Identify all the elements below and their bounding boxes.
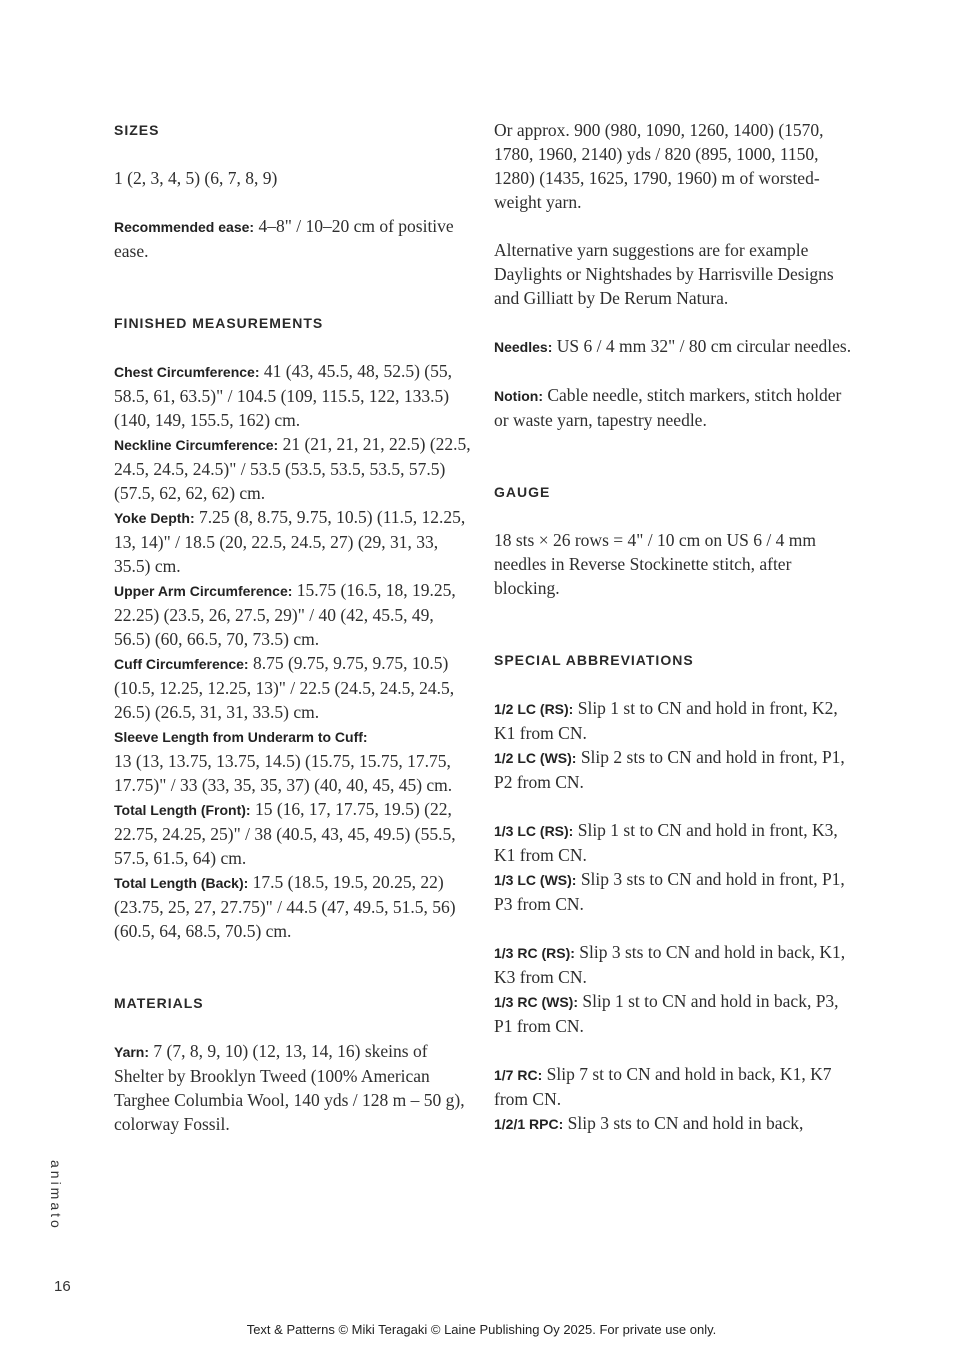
abbreviation-text: Slip 3 sts to CN and hold in back, K1, K3 from CN. — [494, 942, 846, 987]
alt-yarn-text: Alternative yarn suggestions are for example Daylights or Nightshades by Harrisville Designs and Gilliatt by De Rerum Natura. — [494, 240, 834, 308]
ease-text: 4–8" / 10–20 cm of positive ease. — [114, 216, 454, 261]
measurement-item — [114, 578, 474, 651]
measurement-label: Cuff Circumference: — [114, 656, 249, 672]
measurement-label: Sleeve Length from Underarm to Cuff: — [114, 729, 368, 745]
abbreviation-text: Slip 3 sts to CN and hold in back, — [563, 1113, 804, 1133]
measurement-label: Chest Circumference: — [114, 364, 260, 380]
notion-label: Notion: — [494, 388, 543, 404]
measurement-label: Yoke Depth: — [114, 510, 195, 526]
notion-text: Cable needle, stitch markers, stitch holder or waste yarn, tapestry needle. — [494, 385, 842, 430]
yarn-text: 7 (7, 8, 9, 10) (12, 13, 14, 16) skeins of Shelter by Brooklyn Tweed (100% American Targhee Columbia Wool, 140 yds / 128 m – 50 g), colorway Fossil. — [114, 1041, 465, 1134]
left-column — [114, 118, 474, 1136]
measurement-item — [114, 797, 474, 870]
abbreviation-item — [494, 1062, 854, 1111]
abbreviation-text: Slip 1 st to CN and hold in back, P3, P1 from CN. — [494, 991, 839, 1036]
abbreviation-label: 1/2 LC (RS): — [494, 701, 574, 717]
abbreviation-label: 1/3 LC (WS): — [494, 872, 577, 888]
measurement-text: 41 (43, 45.5, 48, 52.5) (55, 58.5, 61, 63.5)" / 104.5 (109, 115.5, 122, 133.5) (140, 149, 155.5, 162) cm. — [114, 361, 452, 430]
abbreviation-label: 1/7 RC: — [494, 1067, 543, 1083]
yarn-approx-text: Or approx. 900 (980, 1090, 1260, 1400) (1570, 1780, 1960, 2140) yds / 820 (895, 1000, 1150, 1280) (1435, 1625, 1790, 1960) m of worsted-weight yarn. — [494, 120, 824, 212]
abbreviation-item — [494, 1111, 854, 1136]
abbreviation-text: Slip 2 sts to CN and hold in front, P1, P2 from CN. — [494, 747, 845, 792]
abbreviation-text: Slip 3 sts to CN and hold in front, P1, P3 from CN. — [494, 869, 845, 914]
abbreviation-group — [494, 696, 854, 794]
gauge-heading: GAUGE — [494, 484, 551, 500]
sizes-text: 1 (2, 3, 4, 5) (6, 7, 8, 9) — [114, 168, 278, 188]
measurement-text: 7.25 (8, 8.75, 9.75, 10.5) (11.5, 12.25, 13, 14)" / 18.5 (20, 22.5, 24.5, 27) (29, 31, 33, 35.5) cm. — [114, 507, 466, 576]
measurement-label: Total Length (Back): — [114, 875, 249, 891]
measurement-item — [114, 505, 474, 578]
materials-heading: MATERIALS — [114, 995, 204, 1011]
abbreviation-text: Slip 1 st to CN and hold in front, K2, K1 from CN. — [494, 698, 838, 743]
needles-paragraph — [494, 334, 854, 359]
finished-measurements-heading: FINISHED MEASUREMENTS — [114, 315, 324, 331]
abbreviation-label: 1/3 RC (WS): — [494, 994, 578, 1010]
right-column — [494, 118, 854, 1136]
measurement-item — [114, 724, 474, 797]
gauge-text: 18 sts × 26 rows = 4" / 10 cm on US 6 / 4 mm needles in Reverse Stockinette stitch, after blocking. — [494, 530, 816, 598]
abbreviation-item — [494, 989, 854, 1038]
abbreviation-item — [494, 745, 854, 794]
abbreviation-label: 1/2/1 RPC: — [494, 1116, 564, 1132]
measurement-text: 8.75 (9.75, 9.75, 9.75, 10.5) (10.5, 12.25, 12.25, 13)" / 22.5 (24.5, 24.5, 24.5, 26.5) (26.5, 31, 31, 33.5) cm. — [114, 653, 455, 722]
abbreviation-item — [494, 818, 854, 867]
measurement-label: Upper Arm Circumference: — [114, 583, 293, 599]
footer-copyright: Text & Patterns © Miki Teragaki © Laine Publishing Oy 2025. For private use only. — [246, 1322, 717, 1337]
side-label: animato — [48, 1160, 64, 1231]
yarn-label: Yarn: — [114, 1044, 150, 1060]
needles-text: US 6 / 4 mm 32" / 80 cm circular needles. — [552, 336, 852, 356]
abbreviation-group — [494, 1062, 854, 1136]
abbreviation-label: 1/3 LC (RS): — [494, 823, 574, 839]
yarn-paragraph — [114, 1039, 474, 1136]
abbreviation-group — [494, 818, 854, 916]
measurements-list — [114, 359, 474, 943]
measurement-item — [114, 870, 474, 943]
measurement-label: Neckline Circumference: — [114, 437, 279, 453]
measurement-text: 15.75 (16.5, 18, 19.25, 22.25) (23.5, 26, 27.5, 29)" / 40 (42, 45.5, 49, 56.5) (60, 66.5, 70, 73.5) cm. — [114, 580, 456, 649]
notion-paragraph — [494, 383, 854, 432]
measurement-item — [114, 651, 474, 724]
measurement-item — [114, 359, 474, 432]
measurement-text: 15 (16, 17, 17.75, 19.5) (22, 22.75, 24.25, 25)" / 38 (40.5, 43, 45, 49.5) (55.5, 57.5, 61.5, 64) cm. — [114, 799, 456, 868]
measurement-text: 21 (21, 21, 21, 22.5) (22.5, 24.5, 24.5, 24.5)" / 53.5 (53.5, 53.5, 53.5, 57.5) (57.5, 62, 62, 62) cm. — [114, 434, 471, 503]
measurement-item — [114, 432, 474, 505]
abbreviation-group — [494, 940, 854, 1038]
abbreviation-item — [494, 940, 854, 989]
sizes-heading: SIZES — [114, 122, 160, 138]
special-abbreviations-heading: SPECIAL ABBREVIATIONS — [494, 652, 694, 668]
abbreviation-label: 1/2 LC (WS): — [494, 750, 577, 766]
abbreviation-item — [494, 696, 854, 745]
measurement-text: 17.5 (18.5, 19.5, 20.25, 22) (23.75, 25, 27, 27.75)" / 44.5 (47, 49.5, 51.5, 56) (60.5, 64, 68.5, 70.5) cm. — [114, 872, 456, 941]
abbreviation-text: Slip 1 st to CN and hold in front, K3, K1 from CN. — [494, 820, 838, 865]
abbreviation-text: Slip 7 st to CN and hold in back, K1, K7 from CN. — [494, 1064, 832, 1109]
ease-paragraph — [114, 214, 474, 263]
abbreviation-item — [494, 867, 854, 916]
page-number: 16 — [54, 1278, 71, 1295]
ease-label: Recommended ease: — [114, 219, 255, 235]
abbreviation-label: 1/3 RC (RS): — [494, 945, 575, 961]
needles-label: Needles: — [494, 339, 553, 355]
measurement-label: Total Length (Front): — [114, 802, 251, 818]
measurement-text: 13 (13, 13.75, 13.75, 14.5) (15.75, 15.75, 17.75, 17.75)" / 33 (33, 35, 35, 37) (40, 40, 45, 45) cm. — [114, 751, 453, 795]
